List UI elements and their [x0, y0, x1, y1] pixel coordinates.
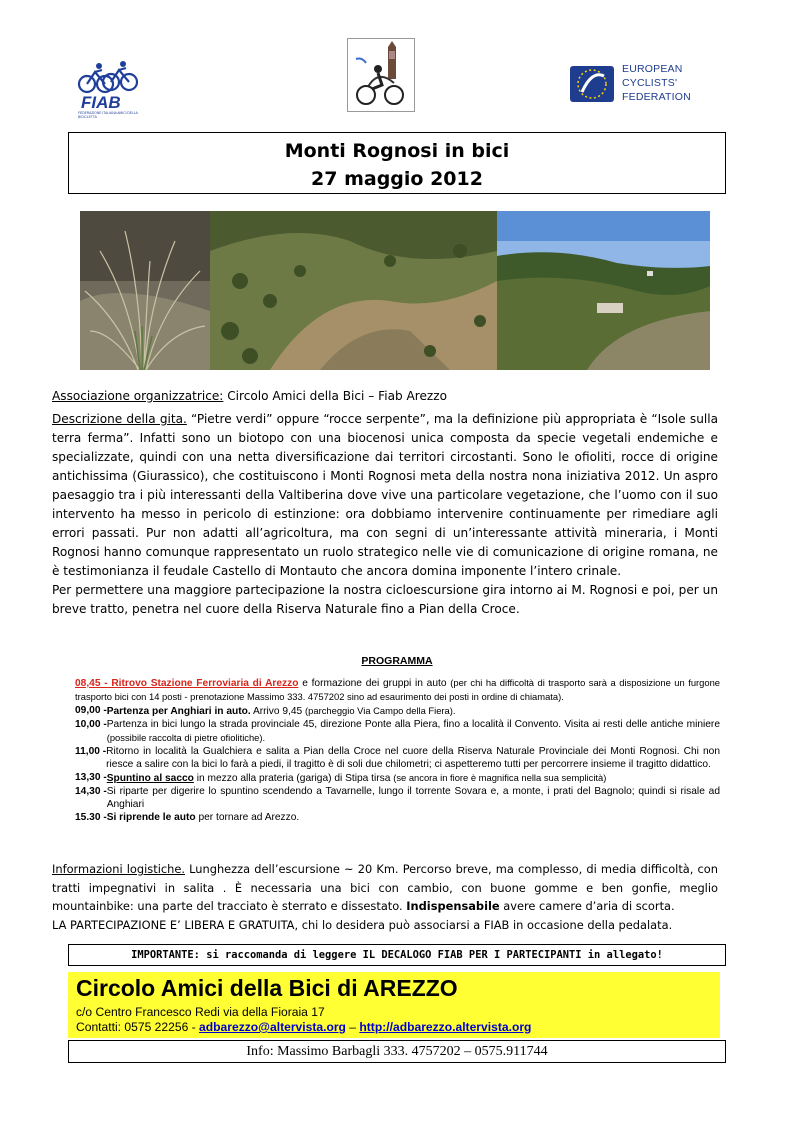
- program-item-3-note: (possibile raccolta di pietre ofiolitiche).: [106, 732, 266, 743]
- program-item-1-time: 08,45 -: [75, 678, 108, 689]
- ecf-logo: [570, 62, 720, 110]
- logistics-bold: Indispensabile: [406, 899, 500, 913]
- organization-name: Circolo Amici della Bici di AREZZO: [76, 975, 458, 1001]
- title-box: [68, 132, 726, 194]
- photo-grass: [80, 211, 210, 370]
- logistics-text-2: avere camere d’aria di scorta.: [499, 899, 675, 913]
- program-item-2-note: (parcheggio Via Campo della Fiera).: [305, 705, 456, 716]
- description-paragraph-1: [52, 410, 718, 581]
- program-item-5-bold: Spuntino al sacco: [106, 773, 194, 784]
- local-club-logo: [347, 38, 415, 112]
- contacts-prefix: Contatti: 0575 22256 -: [76, 1020, 200, 1034]
- program-item-7-body: [107, 811, 720, 824]
- description-text: “Pietre verdi” oppure “rocce serpente”, ma la definizione più appropriata è “Isole sulla terra ferma”. Infatti sono un biotopo con una biocenosi unica composta da specie vegetali endemiche e specializzate, quindi con una netta diversificazione dai territori circostanti. Sono le ofioliti, rocce di origine antichissima (Giurassico), che costituiscono i Monti Rognosi meta della nostra nona iniziativa 2012. Un aspro paesaggio tra i più interessanti della Valtiberina dove vive una particolare vegetazione, che l’uomo con il suo intervento ha messo in pericolo di estinzione: ora dobbiamo intervenire continuamente per rimediare agli errori passati. Pur non adatti all’agricoltura, ma con segni di un’interessante attività mineraria, i Monti Rognosi hanno comunque rappresentato un ruolo strategico nelle vie di comunicazione di origine romana, ne è testimonianza il feudale Castello di Montauto che ancora domina imponente l’intero crinale.: [52, 412, 718, 578]
- program-item-7-time: 15.30 -: [75, 812, 107, 823]
- program-item-4-text: Ritorno in località la Gualchiera e salita a Pian della Croce nel cuore della Riserva Naturale Provinciale dei Monti Rognosi. Chi non riesce a salire con la bici lo farà a piedi, il tragitto è di soli due chilometri; ci aspetteremo tutti per percorrere insieme il tragitto didattico.: [106, 746, 720, 770]
- program-item-5-text: in mezzo alla prateria (gariga) di Stipa tirsa: [193, 773, 394, 784]
- description-label: Descrizione della gita.: [52, 412, 187, 426]
- description: [52, 410, 718, 619]
- program-item-5-note: (se ancora in fiore è magnifica nella sua semplicità): [393, 772, 607, 783]
- logistics-text-1: Lunghezza dell’escursione ~ 20 Km. Percorso breve, ma complesso, di media difficoltà, con tratti impegnativi in salita . È necessaria una bici con cambio, con buone gomme e ben gonfie, meglio mountainbike: una parte del tracciato è sterrato e dissestato.: [52, 862, 718, 913]
- program-item-7: [75, 811, 720, 824]
- association-label: Associazione organizzatrice:: [52, 389, 224, 403]
- association-line: [52, 387, 722, 406]
- program-item-2-text: Arrivo 9,45: [250, 706, 306, 717]
- ecf-line-2: CYCLISTS': [622, 77, 678, 89]
- ecf-text: [622, 62, 691, 104]
- ecf-wheel-icon: [570, 62, 616, 108]
- program-item-1-highlight: Ritrovo Stazione Ferroviaria di Arezzo: [107, 678, 299, 689]
- event-date: 27 maggio 2012: [311, 168, 483, 190]
- description-paragraph-2: Per permettere una maggiore partecipazione la nostra cicloescursione gira intorno ai M. Rognosi e poi, per un breve tratto, penetra nel cuore della Riserva Naturale fino a Pian della Croce.: [52, 583, 718, 616]
- program-item-4-time: 11,00 -: [75, 746, 107, 757]
- program-item-2: [75, 704, 720, 718]
- program-item-1-note: (per chi ha difficoltà di trasporto sarà a disposizione un furgone trasporto bici con 14 posti - prenotazione Massimo 333. 4757202 sino ad esaurimento dei posti in ordine di chiamata).: [75, 677, 721, 702]
- program-item-5-time: 13,30 -: [75, 772, 107, 783]
- program-item-3-text: Partenza in bici lungo la strada provinciale 45, direzione Ponte alla Piera, fino a località il Convento. Visita ai resti delle antiche miniere: [106, 719, 720, 730]
- program-item-1-text: e formazione dei gruppi in auto: [298, 678, 451, 689]
- contact-box: [68, 972, 720, 1038]
- fiab-logo-caption: FEDERAZIONE ITALIANA AMICI DELLA BICICLETTA: [78, 111, 138, 119]
- photo-hills: [210, 211, 497, 370]
- program-list: [75, 676, 720, 824]
- cyclist-tower-icon: [348, 39, 414, 111]
- program-item-7-text: per tornare ad Arezzo.: [195, 812, 300, 823]
- fiab-logo-text: FIAB: [81, 93, 121, 112]
- program-item-6-text: Si riparte per digerire lo spuntino scendendo a Tavarnelle, lungo il torrente Sovara e, a monte, i prati del Bagnolo; quindi si risale ad Anghiari: [106, 786, 720, 810]
- logistics-label: Informazioni logistiche.: [52, 862, 185, 876]
- program-item-5-body: [107, 771, 720, 785]
- program-item-3: [75, 718, 720, 745]
- program-item-1: [75, 676, 720, 704]
- info-contact: Info: Massimo Barbagli 333. 4757202 – 0575.911744: [68, 1040, 726, 1063]
- photo-valley: [497, 211, 710, 370]
- ecf-line-1: EUROPEAN: [622, 63, 683, 75]
- program-item-7-bold: Si riprende le auto: [106, 812, 196, 823]
- contacts-separator: –: [345, 1020, 360, 1034]
- program-title: PROGRAMMA: [361, 655, 433, 667]
- program-item-3-body: [107, 718, 720, 745]
- email-link[interactable]: adbarezzo@altervista.org: [199, 1020, 346, 1034]
- important-notice: IMPORTANTE: si raccomanda di leggere IL DECALOGO FIAB PER I PARTECIPANTI in allegato!: [68, 944, 726, 966]
- page-title: Monti Rognosi in bici: [284, 140, 510, 162]
- organization-address: c/o Centro Francesco Redi via della Fioraia 17: [76, 1005, 325, 1019]
- association-value: Circolo Amici della Bici – Fiab Arezzo: [223, 389, 448, 403]
- organization-contacts: [76, 1020, 531, 1035]
- logistics-paragraph: [52, 860, 718, 916]
- program-item-4: [75, 745, 720, 771]
- program-item-6-time: 14,30 -: [75, 786, 107, 797]
- fiab-logo: [75, 60, 145, 118]
- program-item-2-time: 09,00 -: [75, 705, 107, 716]
- participation-note: LA PARTECIPAZIONE E’ LIBERA E GRATUITA, chi lo desidera può associarsi a FIAB in occasione della pedalata.: [52, 917, 673, 932]
- program-item-6: [75, 785, 720, 811]
- program-item-3-time: 10,00 -: [75, 719, 107, 730]
- logistics: [52, 860, 718, 934]
- program-item-2-bold: Partenza per Anghiari in auto.: [106, 706, 251, 717]
- website-link[interactable]: http://adbarezzo.altervista.org: [359, 1020, 532, 1034]
- program-item-2-body: [107, 704, 720, 718]
- ecf-line-3: FEDERATION: [622, 91, 691, 103]
- program-item-5: [75, 771, 720, 785]
